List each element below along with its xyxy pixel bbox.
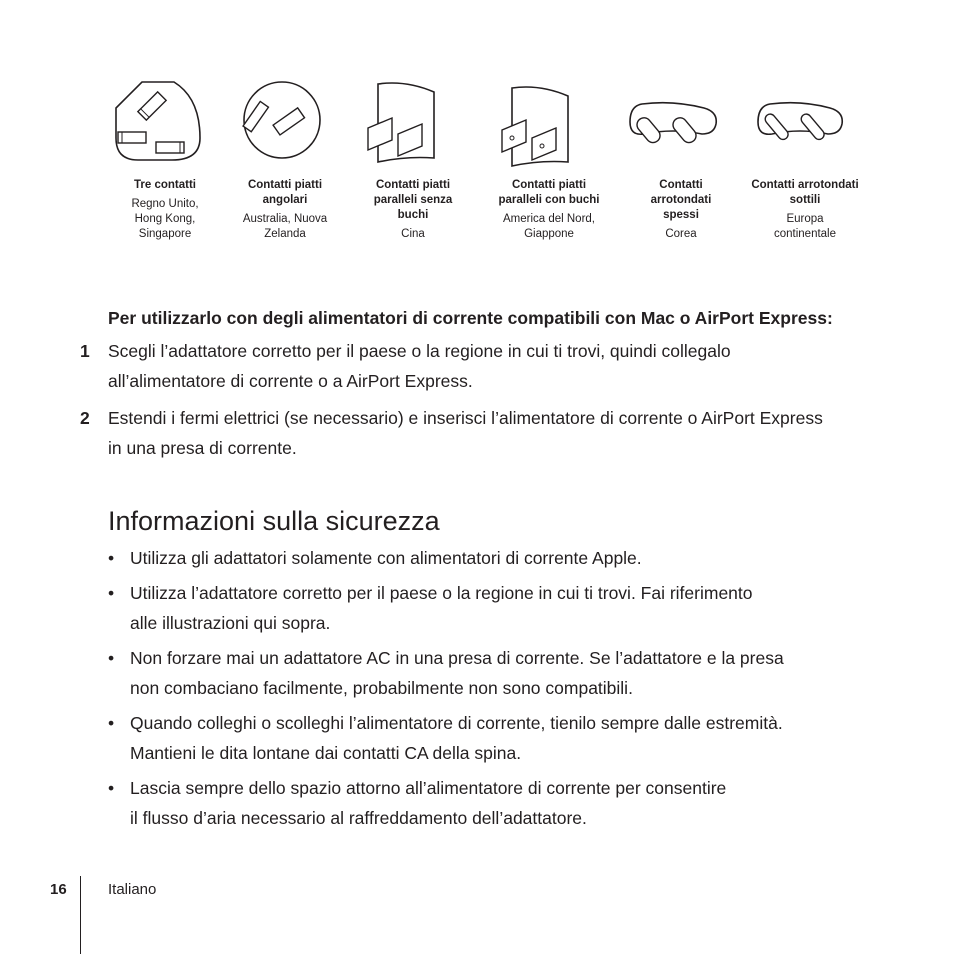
- bullet-line: Lascia sempre dello spazio attorno all’alimentatore di corrente per consentire: [130, 778, 727, 798]
- list-item: [130, 578, 900, 638]
- instructions-heading: Per utilizzarlo con degli alimentatori di corrente compatibili con Mac o AirPort Express:: [108, 308, 833, 328]
- plug-north-america-icon: [500, 82, 576, 168]
- bullet-line: alle illustrazioni qui sopra.: [130, 613, 331, 633]
- bullet-line: non combaciano facilmente, probabilmente non sono compatibili.: [130, 678, 633, 698]
- plug-korea-round-thick-icon: [626, 98, 720, 148]
- bullet-line: Utilizza l’adattatore corretto per il paese o la regione in cui ti trovi. Fai riferimento: [130, 583, 753, 603]
- bullet-line: Quando colleghi o scolleghi l’alimentatore di corrente, tienilo sempre dalle estremità.: [130, 713, 783, 733]
- page-number: 16: [50, 881, 67, 898]
- step-number: 2: [80, 408, 90, 428]
- bullet-icon: •: [108, 778, 115, 798]
- plug-title: Contatti arrotondati sottili: [751, 179, 859, 206]
- bullet-icon: •: [108, 713, 115, 733]
- plug-region: Corea: [665, 228, 697, 240]
- list-item: [130, 708, 900, 768]
- bullet-line: Mantieni le dita lontane dai contatti CA della spina.: [130, 743, 522, 763]
- bullet-line: il flusso d’aria necessario al raffreddamento dell’adattatore.: [130, 808, 587, 828]
- plug-europe-round-thin-icon: [754, 98, 846, 148]
- plug-caption-australia: [220, 178, 350, 242]
- plug-caption-korea: [616, 178, 746, 242]
- plug-illustrations: [0, 0, 954, 260]
- step-line: Estendi i fermi elettrici (se necessario) e inserisci l’alimentatore di corrente o AirPort Express: [108, 408, 823, 428]
- plug-title: Contatti piatti angolari: [247, 179, 323, 206]
- plug-region: Europa continentale: [773, 213, 837, 240]
- plug-caption-europe: [740, 178, 870, 242]
- plug-caption-north-america: [484, 178, 614, 242]
- step-number: 1: [80, 341, 90, 361]
- step-line: Scegli l’adattatore corretto per il paese o la regione in cui ti trovi, quindi collegalo: [108, 341, 731, 361]
- bullet-icon: •: [108, 583, 115, 603]
- plug-region: Australia, Nuova Zelanda: [242, 213, 328, 240]
- plug-uk-three-pin-icon: [112, 78, 204, 164]
- section-title: Informazioni sulla sicurezza: [108, 506, 440, 536]
- plug-region: America del Nord, Giappone: [502, 213, 596, 240]
- list-item: [130, 643, 900, 703]
- list-item: [130, 543, 900, 573]
- plug-title: Contatti piatti paralleli con buchi: [498, 179, 600, 206]
- step-text: [108, 403, 898, 463]
- plug-title: Contatti arrotondati spessi: [650, 179, 712, 221]
- footer-divider: [80, 876, 81, 954]
- plug-china-parallel-icon: [366, 78, 442, 164]
- plug-region: Regno Unito, Hong Kong, Singapore: [131, 198, 199, 240]
- plug-title: Tre contatti: [134, 179, 196, 191]
- bullet-icon: •: [108, 548, 115, 568]
- bullet-icon: •: [108, 648, 115, 668]
- bullet-line: Utilizza gli adattatori solamente con alimentatori di corrente Apple.: [130, 548, 642, 568]
- plug-caption-china: [348, 178, 478, 242]
- list-item: [130, 773, 900, 833]
- footer-language: Italiano: [108, 881, 157, 898]
- step-text: [108, 336, 898, 396]
- step-line: in una presa di corrente.: [108, 438, 297, 458]
- step-line: all’alimentatore di corrente o a AirPort Express.: [108, 371, 473, 391]
- plug-region: Cina: [401, 228, 425, 240]
- plug-title: Contatti piatti paralleli senza buchi: [373, 179, 453, 221]
- plug-caption-uk: [100, 178, 230, 242]
- bullet-line: Non forzare mai un adattatore AC in una presa di corrente. Se l’adattatore e la presa: [130, 648, 784, 668]
- plug-australia-angled-icon: [240, 78, 324, 162]
